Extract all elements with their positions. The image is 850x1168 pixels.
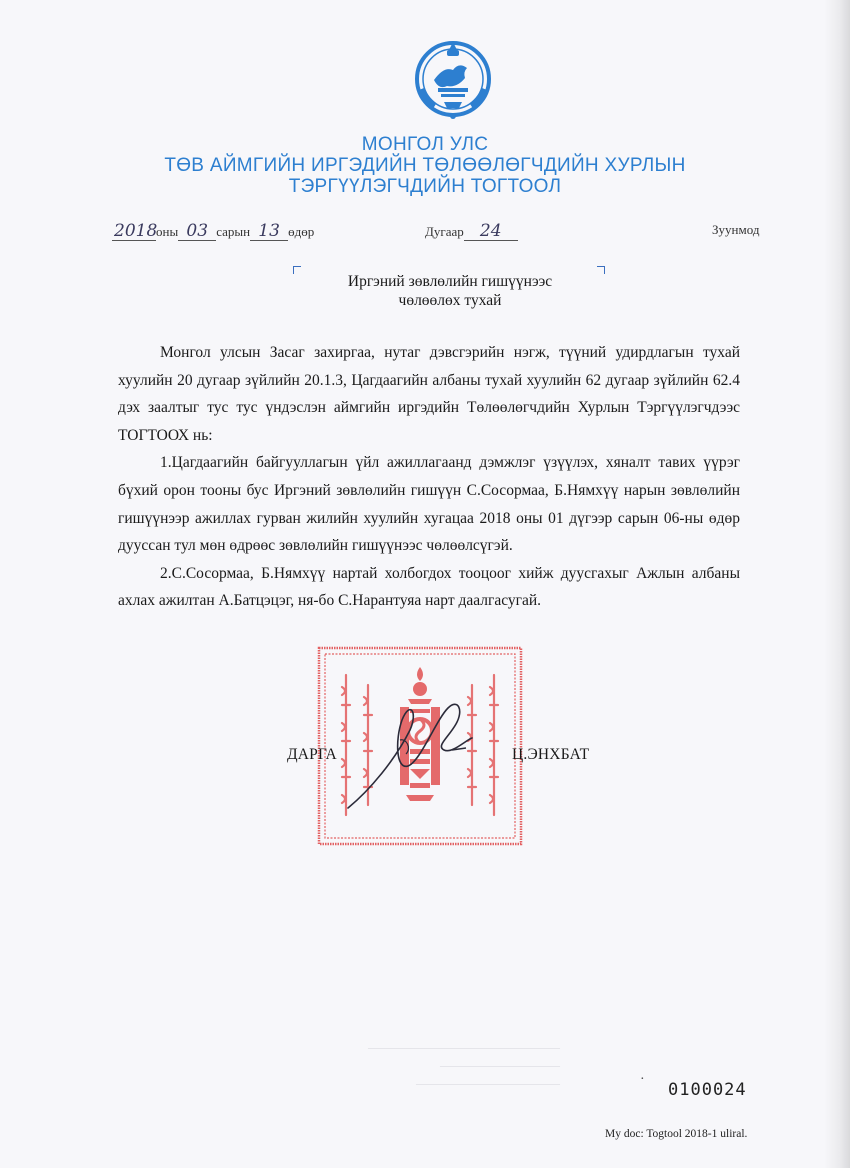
document-date [112, 222, 314, 246]
body-item-1: 1.Цагдаагийн байгууллагын үйл ажиллагаанд дэмжлэг үзүүлэх, хяналт тавих үүрэг бүхий орон тооны бус Иргэний зөвлөлийн гишүүн С.Сосормаа, Б.Нямхүү нарын зөвлөлийн гишүүнээр ажиллах гурван жилийн хуулийн хугацаа 2018 оны 01 дүгээр сарын 06-ны өдөр дууссан тул мөн өдрөөс зөвлөлийн гишүүнээс чөлөөлсүгэй. [118, 454, 740, 555]
document-place: Зуунмод [712, 222, 760, 237]
handwritten-signature [340, 690, 490, 820]
subject-line-1: Иргэний зөвлөлийн гишүүнээс [347, 273, 553, 290]
signatory-title: ДАРГА [287, 746, 337, 763]
date-year: 2018 [114, 221, 158, 241]
footer-note: My doc: Togtool 2018-1 uliral. [605, 1128, 748, 1140]
document-subject [290, 272, 610, 310]
serial-dot: · [640, 1072, 645, 1087]
header-country: МОНГОЛ УЛС [361, 134, 489, 155]
date-day-label: өдөр [288, 224, 315, 239]
date-month-label: сарын [216, 224, 251, 239]
body-item-2: 2.С.Сосормаа, Б.Нямхүү нартай холбогдох тооцоог хийж дуусгахыг Ажлын албаны ахлах ажилтан А.Батцэцэг, ня-бо С.Нарантуяа нарт даалгасугай. [118, 564, 740, 610]
date-year-label: оны [156, 224, 179, 239]
body-intro: Монгол улсын Засаг захиргаа, нутаг дэвсгэрийн нэгж, түүний удирдлагын тухай хуулийн 20 дугаар зүйлийн 20.1.3, Цагдаагийн албаны тухай хуулийн 62 дугаар зүйлийн 62.4 дэх заалтыг тус тус үндэслэн аймгийн иргэдийн Төлөөлөгчдийн Хурлын Тэргүүлэгчдээс ТОГТООХ нь: [118, 344, 740, 444]
document-body [118, 339, 740, 615]
subject-line-2: чөлөөлөх тухай [398, 292, 502, 309]
document-number [425, 222, 518, 246]
document-header [0, 134, 850, 197]
number-label: Дугаар [425, 224, 464, 239]
number-value: 24 [464, 222, 518, 241]
bleed-through-text: ———————————————— —————————— ———————————— [368, 1040, 560, 1090]
state-emblem-icon [414, 36, 492, 122]
signatory-name: Ц.ЭНХБАТ [512, 746, 590, 763]
header-document-type: ТЭРГҮҮЛЭГЧДИЙН ТОГТООЛ [288, 176, 562, 197]
header-organization: ТӨВ АЙМГИЙН ИРГЭДИЙН ТӨЛӨӨЛӨГЧДИЙН ХУРЛЫН [164, 155, 686, 176]
date-month: 03 [178, 222, 216, 241]
document-serial-number: 0100024 [668, 1080, 747, 1100]
date-day: 13 [250, 222, 288, 241]
